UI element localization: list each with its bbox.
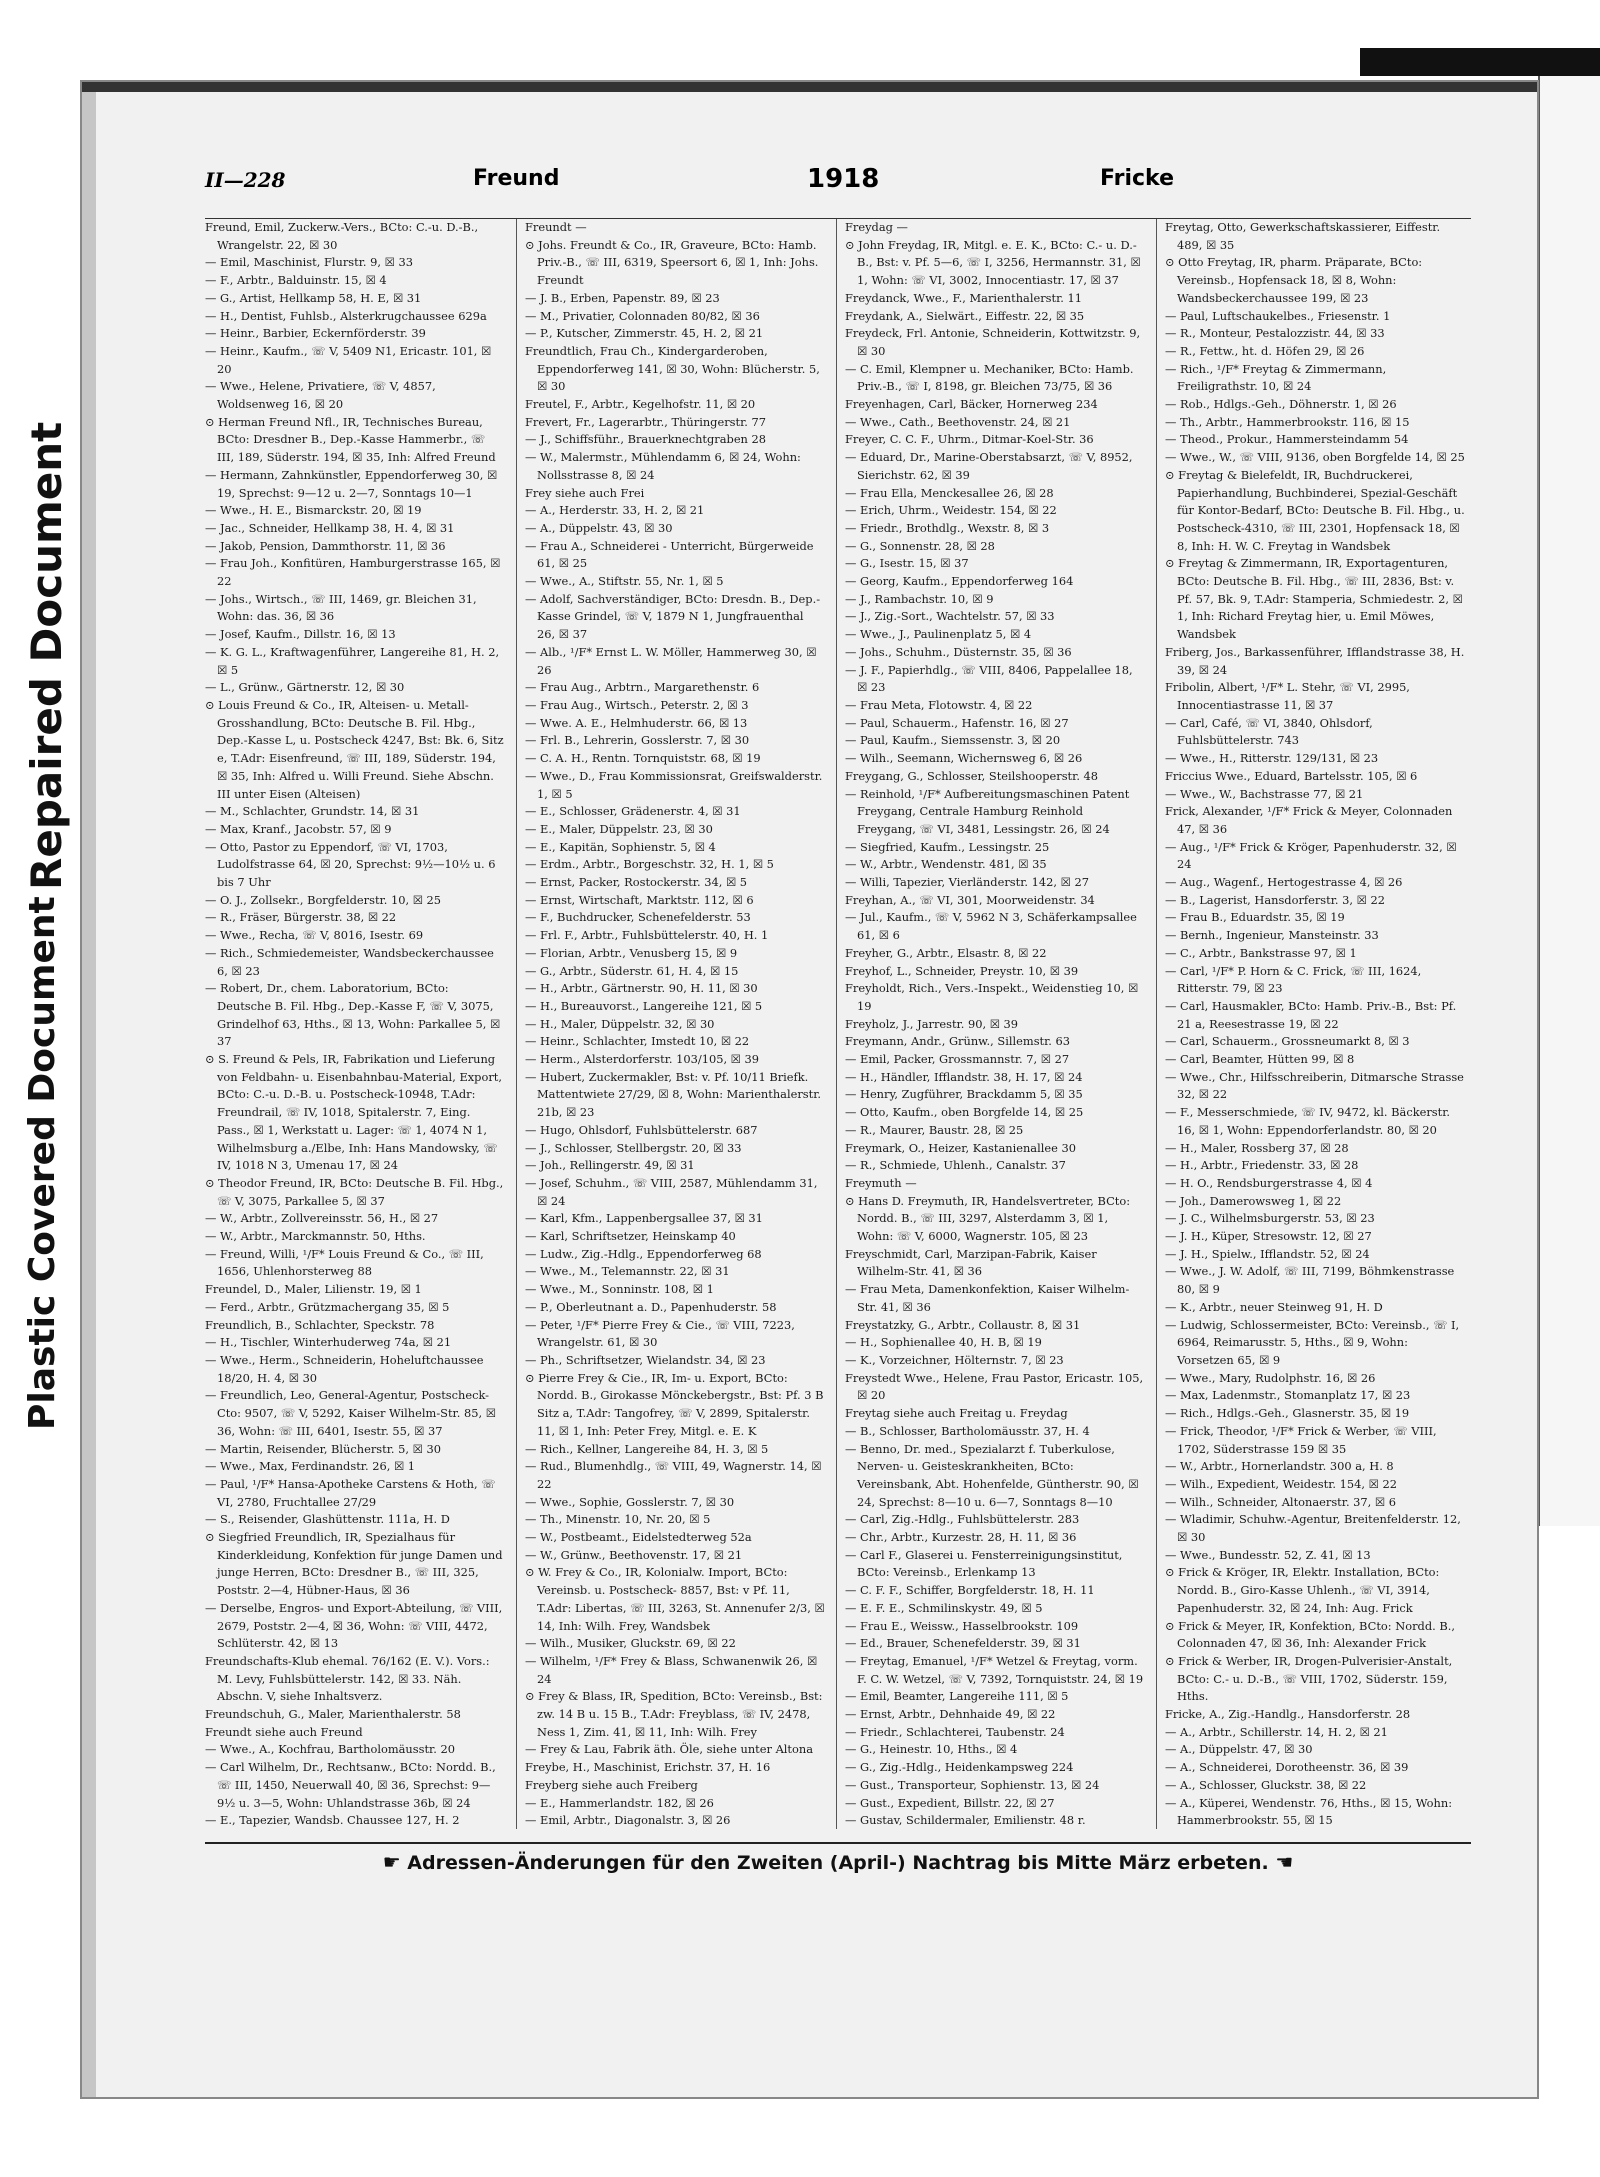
repaired-document-label: Repaired Document — [22, 421, 71, 890]
directory-entry: — Frau Ella, Menckesallee 26, ☒ 28 — [845, 485, 1054, 500]
directory-entry: — Henry, Zugführer, Brackdamm 5, ☒ 35 — [845, 1087, 1083, 1102]
directory-entry: — Th., Arbtr., Hammerbrookstr. 116, ☒ 15 — [1165, 414, 1410, 429]
directory-entry: — H., Dentist, Fuhlsb., Alsterkrugchaussee 629a — [205, 308, 487, 323]
running-header — [205, 160, 1495, 200]
directory-entry: — Willi, Tapezier, Vierländerstr. 142, ☒ 27 — [845, 875, 1089, 890]
directory-entry: — Heinr., Barbier, Eckernförderstr. 39 — [205, 326, 426, 341]
directory-entry: — Gust., Transporteur, Sophienstr. 13, ☒ 24 — [845, 1777, 1100, 1792]
directory-entry: ⊙ Hans D. Freymuth, IR, Handelsvertreter, BCto: Nordd. B., ☏ III, 3297, Alsterdamm 3, ☒ 1, Wohn: ☏ V, 6000, Wagnerstr. 105, ☒ 23 — [845, 1193, 1131, 1244]
directory-entry: ⊙ Frick & Kröger, IR, Elektr. Installation, BCto: Nordd. B., Giro-Kasse Uhlenh., ☏ VI, 3914, Papenhuderstr. 32, ☒ 24, Inh: Aug. Frick — [1165, 1565, 1440, 1615]
directory-entry: ⊙ Freytag & Zimmermann, IR, Exportagenturen, BCto: Deutsche B. Fil. Hbg., ☏ III, 2836, Bst: v. Pf. 57, Bk. 9, T.Adr: Stamperia, Schmiedestr. 2, ☒ 1, Inh: Richard Freytag hier, u. Emil Möwes, Wandsbek — [1165, 556, 1463, 642]
directory-entry: Freyberg siehe auch Freiberg — [525, 1777, 698, 1792]
directory-entry: — P., Oberleutnant a. D., Papenhuderstr. 58 — [525, 1299, 777, 1314]
column-2 — [525, 219, 825, 1829]
directory-entry: — Herm., Alsterdorferstr. 103/105, ☒ 39 — [525, 1052, 760, 1067]
directory-entry: — Wwe., Helene, Privatiere, ☏ V, 4857, Woldsenweg 16, ☒ 20 — [205, 379, 436, 412]
directory-entry: Freyschmidt, Carl, Marzipan-Fabrik, Kaiser Wilhelm-Str. 41, ☒ 36 — [845, 1246, 1097, 1279]
directory-entry: ⊙ Johs. Freundt & Co., IR, Graveure, BCto: Hamb. Priv.-B., ☏ III, 6319, Speersort 6, ☒ 1, Inh: Johs. Freundt — [525, 237, 819, 288]
directory-entry: Freundt siehe auch Freund — [205, 1724, 363, 1739]
directory-entry: — Frau Meta, Damenkonfektion, Kaiser Wilhelm-Str. 41, ☒ 36 — [845, 1282, 1130, 1314]
directory-entry: — Peter, ¹/F* Pierre Frey & Cie., ☏ VIII, 7223, Wrangelstr. 61, ☒ 30 — [525, 1317, 795, 1350]
directory-entry: Freyer, C. C. F., Uhrm., Ditmar-Koel-Str. 36 — [845, 432, 1094, 447]
directory-entry: — Frl. F., Arbtr., Fuhlsbüttelerstr. 40, H. 1 — [525, 928, 769, 943]
directory-entry: — A., Düppelstr. 43, ☒ 30 — [525, 520, 673, 535]
directory-entry: — Heinr., Schlachter, Imstedt 10, ☒ 22 — [525, 1034, 750, 1049]
footer-notice — [205, 1850, 1471, 1874]
directory-entry: — Georg, Kaufm., Eppendorferweg 164 — [845, 574, 1074, 589]
directory-entry: — J. H., Küper, Stresowstr. 12, ☒ 27 — [1165, 1229, 1372, 1244]
directory-entry: — Wwe., Chr., Hilfsschreiberin, Ditmarsche Strasse 32, ☒ 22 — [1165, 1069, 1464, 1102]
directory-entry: — Wwe., Max, Ferdinandstr. 26, ☒ 1 — [205, 1459, 416, 1474]
directory-entry: — C. Emil, Klempner u. Mechaniker, BCto: Hamb. Priv.-B., ☏ I, 8198, gr. Bleichen 73/75, ☒ 36 — [845, 361, 1134, 394]
directory-entry: — Benno, Dr. med., Spezialarzt f. Tuberkulose, Nerven- u. Geisteskrankheiten, BCto: Vereinsbank, Abt. Hohenfelde, Güntherstr. 90, ☒ 24, Sprechst: 8—10 u. 6—7, Sonntags 8—10 — [845, 1441, 1139, 1509]
directory-entry: — C. A. H., Rentn. Tornquiststr. 68, ☒ 19 — [525, 751, 761, 766]
directory-entry: — Carl F., Glaserei u. Fensterreinigungsinstitut, BCto: Vereinsb., Erlenkamp 13 — [845, 1547, 1123, 1580]
pointing-hand-left-icon: ☚ — [1275, 1850, 1294, 1874]
directory-entry: — Martin, Reisender, Blücherstr. 5, ☒ 30 — [205, 1441, 441, 1456]
directory-entry: — Wwe., Mary, Rudolphstr. 16, ☒ 26 — [1165, 1370, 1376, 1385]
directory-entry: — Erdm., Arbtr., Borgeschstr. 32, H. 1, ☒ 5 — [525, 857, 774, 872]
directory-entry: ⊙ Frick & Meyer, IR, Konfektion, BCto: Nordd. B., Colonnaden 47, ☒ 36, Inh: Alexander Frick — [1165, 1618, 1455, 1651]
directory-entry: — E. F. E., Schmilinskystr. 49, ☒ 5 — [845, 1600, 1043, 1615]
directory-entry: — Florian, Arbtr., Venusberg 15, ☒ 9 — [525, 945, 738, 960]
directory-entry: — Bernh., Ingenieur, Mansteinstr. 33 — [1165, 928, 1379, 943]
column-divider — [516, 219, 517, 1829]
directory-entry: — H., Händler, Ifflandstr. 38, H. 17, ☒ 24 — [845, 1069, 1083, 1084]
directory-entry: ⊙ Frick & Werber, IR, Drogen-Pulverisier-Anstalt, BCto: C.- u. D.-B., ☏ VIII, 1702, Süderstr. 159, Hths. — [1165, 1653, 1453, 1704]
directory-entry: Freyhan, A., ☏ VI, 301, Moorweidenstr. 34 — [845, 892, 1095, 907]
directory-entry: — Ferd., Arbtr., Grützmachergang 35, ☒ 5 — [205, 1299, 450, 1314]
page-binding-edge — [82, 82, 96, 2097]
directory-entry: — E., Tapezier, Wandsb. Chaussee 127, H. 2 — [205, 1813, 460, 1828]
directory-entry: — Max, Kranf., Jacobstr. 57, ☒ 9 — [205, 821, 392, 836]
directory-entry: — Freund, Willi, ¹/F* Louis Freund & Co., ☏ III, 1656, Uhlenhorsterweg 88 — [205, 1246, 484, 1279]
directory-entry: — Jac., Schneider, Hellkamp 38, H. 4, ☒ 31 — [205, 520, 455, 535]
directory-entry: — R., Maurer, Baustr. 28, ☒ 25 — [845, 1122, 1024, 1137]
directory-entry: — G., Sonnenstr. 28, ☒ 28 — [845, 538, 995, 553]
directory-entry: — F., Messerschmiede, ☏ IV, 9472, kl. Bäckerstr. 16, ☒ 1, Wohn: Eppendorferlandstr. 80, ☒ 20 — [1165, 1105, 1451, 1137]
directory-entry: — Paul, ¹/F* Hansa-Apotheke Carstens & Hoth, ☏ VI, 2780, Fruchtallee 27/29 — [205, 1476, 496, 1509]
directory-entry: — Wwe., Recha, ☏ V, 8016, Isestr. 69 — [205, 928, 424, 943]
directory-entry: — Emil, Arbtr., Diagonalstr. 3, ☒ 26 — [525, 1813, 731, 1828]
directory-entry: — A., Arbtr., Schillerstr. 14, H. 2, ☒ 21 — [1165, 1724, 1388, 1739]
directory-entry: Freund, Emil, Zuckerw.-Vers., BCto: C.-u. D.-B., Wrangelstr. 22, ☒ 30 — [205, 220, 479, 252]
directory-entry: — W., Arbtr., Hornerlandstr. 300 a, H. 8 — [1165, 1459, 1394, 1474]
directory-entry: — J. F., Papierhdlg., ☏ VIII, 8406, Pappelallee 18, ☒ 23 — [845, 662, 1133, 695]
directory-entry: — A., Schneiderei, Dorotheenstr. 36, ☒ 39 — [1165, 1760, 1409, 1775]
directory-entry: — Wwe., M., Sonninstr. 108, ☒ 1 — [525, 1282, 714, 1297]
directory-entry: — H., Maler, Rossberg 37, ☒ 28 — [1165, 1140, 1349, 1155]
directory-entry: — S., Reisender, Glashüttenstr. 111a, H. D — [205, 1512, 450, 1527]
directory-entry: ⊙ W. Frey & Co., IR, Kolonialw. Import, BCto: Vereinsb. u. Postscheck- 8857, Bst: v Pf. 11, T.Adr: Libertas, ☏ III, 3263, St. Annenufer 2/3, ☒ 14, Inh: Wilh. Frey, Wandsbek — [525, 1565, 825, 1633]
directory-entry: — E., Hammerlandstr. 182, ☒ 26 — [525, 1795, 714, 1810]
directory-entry: — Wwe., Herm., Schneiderin, Hoheluftchaussee 18/20, H. 4, ☒ 30 — [205, 1353, 484, 1385]
directory-entry: — Hermann, Zahnkünstler, Eppendorferweg 30, ☒ 19, Sprechst: 9—12 u. 2—7, Sonntags 10—1 — [205, 467, 498, 500]
directory-entry: — Wwe., J., Paulinenplatz 5, ☒ 4 — [845, 627, 1032, 642]
directory-entry: — Gustav, Schildermaler, Emilienstr. 48 r. — [845, 1813, 1086, 1828]
directory-entry: — M., Schlachter, Grundstr. 14, ☒ 31 — [205, 804, 420, 819]
directory-entry: — J. C., Wilhelmsburgerstr. 53, ☒ 23 — [1165, 1211, 1375, 1226]
directory-entry: — R., Fettw., ht. d. Höfen 29, ☒ 26 — [1165, 343, 1365, 358]
directory-entry: — Rud., Blumenhdlg., ☏ VIII, 49, Wagnerstr. 14, ☒ 22 — [525, 1459, 822, 1491]
directory-entry: Freyhof, L., Schneider, Preystr. 10, ☒ 39 — [845, 963, 1079, 978]
directory-entry: — K., Vorzeichner, Hölternstr. 7, ☒ 23 — [845, 1353, 1064, 1367]
page-top-edge — [82, 82, 1537, 92]
directory-entry: Freystedt Wwe., Helene, Frau Pastor, Ericastr. 105, ☒ 20 — [845, 1370, 1144, 1403]
directory-entry: — C. F. F., Schiffer, Borgfelderstr. 18, H. 11 — [845, 1583, 1095, 1598]
directory-entry: — Karl, Kfm., Lappenbergsallee 37, ☒ 31 — [525, 1211, 763, 1226]
directory-entry: — G., Zig.-Hdlg., Heidenkampsweg 224 — [845, 1760, 1074, 1775]
directory-entry: — Friedr., Schlachterei, Taubenstr. 24 — [845, 1724, 1065, 1739]
directory-entry: — G., Isestr. 15, ☒ 37 — [845, 556, 969, 571]
directory-entry: ⊙ Freytag & Bielefeldt, IR, Buchdruckerei, Papierhandlung, Buchbinderei, Spezial-Geschäft für Kontor-Bedarf, BCto: Deutsche B. Fil. Hbg., u. Postscheck-4310, ☏ III, 2301, Hopfensack 18, ☒ 8, Inh: H. W. C. Freytag in Wandsbek — [1165, 467, 1465, 553]
directory-entry: — Wwe., D., Frau Kommissionsrat, Greifswalderstr. 1, ☒ 5 — [525, 768, 823, 801]
directory-entry: — G., Artist, Hellkamp 58, H. E, ☒ 31 — [205, 290, 422, 305]
directory-entry: — Frau B., Eduardstr. 35, ☒ 19 — [1165, 910, 1345, 925]
directory-entry: — A., Schlosser, Gluckstr. 38, ☒ 22 — [1165, 1777, 1367, 1792]
directory-entry: — Robert, Dr., chem. Laboratorium, BCto: Deutsche B. Fil. Hbg., Dep.-Kasse F, ☏ V, 3075, Grindelhof 63, Hths., ☒ 13, Wohn: Parkallee 5, ☒ 37 — [205, 981, 501, 1049]
directory-entry: — Theod., Prokur., Hammersteindamm 54 — [1165, 432, 1409, 447]
directory-entry: — Wilhelm, ¹/F* Frey & Blass, Schwanenwik 26, ☒ 24 — [525, 1653, 818, 1686]
directory-entry: — K., Arbtr., neuer Steinweg 91, H. D — [1165, 1299, 1383, 1314]
directory-entry: — H., Arbtr., Gärtnerstr. 90, H. 11, ☒ 30 — [525, 981, 758, 996]
directory-entry: ⊙ Theodor Freund, IR, BCto: Deutsche B. Fil. Hbg., ☏ V, 3075, Parkallee 5, ☒ 37 — [205, 1175, 504, 1208]
directory-entry: — Friedr., Brothdlg., Wexstr. 8, ☒ 3 — [845, 520, 1050, 535]
directory-entry: — B., Lagerist, Hansdorferstr. 3, ☒ 22 — [1165, 892, 1385, 907]
directory-entry: — J., Schiffsführ., Brauerknechtgraben 28 — [525, 432, 767, 447]
directory-entry: Frick, Alexander, ¹/F* Frick & Meyer, Colonnaden 47, ☒ 36 — [1165, 804, 1453, 836]
directory-entry: — Paul, Luftschaukelbes., Friesenstr. 1 — [1165, 308, 1391, 323]
directory-entry: — H., Sophienallee 40, H. B, ☒ 19 — [845, 1335, 1042, 1350]
directory-entry: Freymark, O., Heizer, Kastanienallee 30 — [845, 1140, 1076, 1155]
directory-entry: ⊙ Pierre Frey & Cie., IR, Im- u. Export, BCto: Nordd. B., Girokasse Mönckebergstr., Bst: Pf. 3 B Sitz a, T.Adr: Tangofrey, ☏ V, 2899, Spitalerstr. 11, ☒ 1, Inh: Peter Frey, Mitgl. e. E. K — [525, 1370, 824, 1438]
directory-entry: Freydag — — [845, 220, 908, 234]
directory-entry: — R., Fräser, Bürgerstr. 38, ☒ 22 — [205, 910, 397, 925]
directory-entry: — Erich, Uhrm., Weidestr. 154, ☒ 22 — [845, 503, 1057, 518]
directory-entry: — Alb., ¹/F* Ernst L. W. Möller, Hammerweg 30, ☒ 26 — [525, 644, 817, 677]
directory-entry: Freymann, Andr., Grünw., Sillemstr. 63 — [845, 1034, 1071, 1049]
directory-entry: — Frl. B., Lehrerin, Gosslerstr. 7, ☒ 30 — [525, 733, 750, 748]
directory-entry: — J. B., Erben, Papenstr. 89, ☒ 23 — [525, 290, 720, 305]
directory-entry: — Frau Joh., Konfitüren, Hamburgerstrasse 165, ☒ 22 — [205, 556, 501, 589]
directory-entry: — W., Postbeamt., Eidelstedterweg 52a — [525, 1530, 752, 1545]
directory-entry: Freydanck, Wwe., F., Marienthalerstr. 11 — [845, 290, 1083, 305]
directory-entry: — Carl, ¹/F* P. Horn & C. Frick, ☏ III, 1624, Ritterstr. 79, ☒ 23 — [1165, 963, 1422, 996]
directory-entry: — Max, Ladenmstr., Stomanplatz 17, ☒ 23 — [1165, 1388, 1411, 1403]
directory-columns — [205, 218, 1471, 1839]
directory-entry: — A., Herderstr. 33, H. 2, ☒ 21 — [525, 503, 705, 518]
directory-entry: Frey siehe auch Frei — [525, 485, 645, 500]
directory-entry: — C., Arbtr., Bankstrasse 97, ☒ 1 — [1165, 945, 1357, 960]
directory-entry: — Frau E., Weissw., Hasselbrookstr. 109 — [845, 1618, 1079, 1633]
directory-entry: — Paul, Schauerm., Hafenstr. 16, ☒ 27 — [845, 715, 1069, 730]
directory-entry: — Otto, Kaufm., oben Borgfelde 14, ☒ 25 — [845, 1105, 1084, 1120]
directory-entry: — Wwe., W., Bachstrasse 77, ☒ 21 — [1165, 786, 1364, 801]
directory-entry: Friccius Wwe., Eduard, Bartelsstr. 105, ☒ 6 — [1165, 768, 1418, 783]
directory-entry: — Ed., Brauer, Schenefelderstr. 39, ☒ 31 — [845, 1636, 1081, 1651]
directory-entry: — A., Küperei, Wendenstr. 76, Hths., ☒ 15, Wohn: Hammerbrookstr. 55, ☒ 15 — [1165, 1795, 1453, 1828]
directory-entry: ⊙ Herman Freund Nfl., IR, Technisches Bureau, BCto: Dresdner B., Dep.-Kasse Hammerbr., ☏ III, 189, Süderstr. 194, ☒ 35, Inh: Alfred Freund — [205, 414, 496, 465]
directory-entry: — E., Maler, Düppelstr. 23, ☒ 30 — [525, 821, 713, 836]
directory-entry: Fricke, A., Zig.-Handlg., Hansdorferstr. 28 — [1165, 1707, 1411, 1722]
header-year: 1918 — [807, 164, 880, 194]
directory-entry: — Ernst, Arbtr., Dehnhaide 49, ☒ 22 — [845, 1707, 1056, 1722]
directory-entry: — Rob., Hdlgs.-Geh., Döhnerstr. 1, ☒ 26 — [1165, 397, 1397, 412]
directory-entry: — R., Schmiede, Uhlenh., Canalstr. 37 — [845, 1158, 1066, 1173]
next-page-edge — [1538, 76, 1600, 1526]
directory-entry: Freundschuh, G., Maler, Marienthalerstr. 58 — [205, 1707, 461, 1722]
directory-entry: — Josef, Schuhm., ☏ VIII, 2587, Mühlendamm 31, ☒ 24 — [525, 1175, 818, 1208]
directory-entry: — Aug., Wagenf., Hertogestrasse 4, ☒ 26 — [1165, 875, 1403, 890]
directory-entry: — Frau A., Schneiderei - Unterricht, Bürgerweide 61, ☒ 25 — [525, 538, 814, 571]
directory-entry: — Freundlich, Leo, General-Agentur, Postscheck-Cto: 9507, ☏ V, 5292, Kaiser Wilhelm-Str. 85, ☒ 36, Wohn: ☏ III, 6401, Isestr. 55, ☒ 37 — [205, 1388, 496, 1438]
column-divider — [1156, 219, 1157, 1829]
directory-entry: — Josef, Kaufm., Dillstr. 16, ☒ 13 — [205, 627, 396, 642]
pointing-hand-right-icon: ☛ — [382, 1850, 401, 1874]
directory-entry: Freytag siehe auch Freitag u. Freydag — [845, 1406, 1068, 1421]
directory-entry: — Gust., Expedient, Billstr. 22, ☒ 27 — [845, 1795, 1055, 1810]
directory-entry: — Carl Wilhelm, Dr., Rechtsanw., BCto: Nordd. B., ☏ III, 1450, Neuerwall 40, ☒ 36, Sprechst: 9—9½ u. 3—5, Wohn: Uhlandstrasse 36b, ☒ 24 — [205, 1760, 496, 1810]
directory-entry: — Wwe., A., Stiftstr. 55, Nr. 1, ☒ 5 — [525, 574, 724, 589]
directory-entry: — Freytag, Emanuel, ¹/F* Wetzel & Freytag, vorm. F. C. W. Wetzel, ☏ V, 7392, Tornquiststr. 24, ☒ 19 — [845, 1653, 1144, 1686]
directory-entry: — Chr., Arbtr., Kurzestr. 28, H. 11, ☒ 36 — [845, 1530, 1077, 1545]
directory-entry: — Frey & Lau, Fabrik äth. Öle, siehe unter Altona — [525, 1742, 813, 1757]
directory-entry: ⊙ John Freydag, IR, Mitgl. e. E. K., BCto: C.- u. D.-B., Bst: v. Pf. 5—6, ☏ I, 3256, Hermannstr. 31, ☒ 1, Wohn: ☏ VI, 3002, Innocentiastr. 17, ☒ 37 — [845, 237, 1141, 288]
directory-entry: — J., Zig.-Sort., Wachtelstr. 57, ☒ 33 — [845, 609, 1055, 624]
directory-entry: — Adolf, Sachverständiger, BCto: Dresdn. B., Dep.-Kasse Grindel, ☏ V, 1879 N 1, Jungfrauenthal 26, ☒ 37 — [525, 591, 821, 642]
directory-entry: — Wwe., W., ☏ VIII, 9136, oben Borgfelde 14, ☒ 25 — [1165, 450, 1465, 465]
directory-entry: — W., Arbtr., Marckmannstr. 50, Hths. — [205, 1229, 426, 1244]
directory-entry: — Wwe., Sophie, Gosslerstr. 7, ☒ 30 — [525, 1494, 735, 1509]
directory-entry: — Rich., ¹/F* Freytag & Zimmermann, Freiligrathstr. 10, ☒ 24 — [1165, 361, 1387, 394]
scan-corner-shadow — [1360, 48, 1600, 76]
directory-entry: — G., Heinestr. 10, Hths., ☒ 4 — [845, 1742, 1018, 1757]
directory-entry: — Rich., Schmiedemeister, Wandsbeckerchaussee 6, ☒ 23 — [205, 945, 494, 978]
directory-entry: — Wilh., Schneider, Altonaerstr. 37, ☒ 6 — [1165, 1494, 1396, 1509]
directory-entry: — Wwe., A., Kochfrau, Bartholomäusstr. 20 — [205, 1742, 455, 1757]
directory-entry: — R., Monteur, Pestalozzistr. 44, ☒ 33 — [1165, 326, 1385, 341]
directory-entry: — Ph., Schriftsetzer, Wielandstr. 34, ☒ 23 — [525, 1353, 766, 1367]
header-last-word: Fricke — [1100, 166, 1175, 191]
directory-entry: — Reinhold, ¹/F* Aufbereitungsmaschinen Patent Freygang, Centrale Hamburg Reinhold Freygang, ☏ VI, 3481, Lessingstr. 26, ☒ 24 — [845, 786, 1130, 836]
directory-entry: — Eduard, Dr., Marine-Oberstabsarzt, ☏ V, 8952, Sierichstr. 62, ☒ 39 — [845, 450, 1133, 482]
directory-entry: — E., Kapitän, Sophienstr. 5, ☒ 4 — [525, 839, 716, 854]
column-divider — [836, 219, 837, 1829]
directory-entry: — Johs., Wirtsch., ☏ III, 1469, gr. Bleichen 31, Wohn: das. 36, ☒ 36 — [205, 591, 477, 624]
directory-entry: — Rich., Hdlgs.-Geh., Glasnerstr. 35, ☒ 19 — [1165, 1406, 1410, 1421]
directory-entry: — Frau Aug., Arbtrn., Margarethenstr. 6 — [525, 680, 760, 695]
directory-entry: — Ernst, Packer, Rostockerstr. 34, ☒ 5 — [525, 875, 748, 890]
directory-entry: — W., Arbtr., Wendenstr. 481, ☒ 35 — [845, 857, 1047, 872]
directory-entry: — J., Schlosser, Stellbergstr. 20, ☒ 33 — [525, 1140, 742, 1155]
directory-entry: — Wilh., Seemann, Wichernsweg 6, ☒ 26 — [845, 751, 1083, 766]
directory-entry: — Karl, Schriftsetzer, Heinskamp 40 — [525, 1229, 736, 1244]
directory-entry: Freutel, F., Arbtr., Kegelhofstr. 11, ☒ 20 — [525, 397, 756, 412]
directory-entry: — W., Malermstr., Mühlendamm 6, ☒ 24, Wohn: Nollsstrasse 8, ☒ 24 — [525, 450, 801, 482]
directory-entry: Freyholz, J., Jarrestr. 90, ☒ 39 — [845, 1016, 1019, 1031]
directory-entry: — H., Maler, Düppelstr. 32, ☒ 30 — [525, 1016, 715, 1031]
column-3 — [845, 219, 1145, 1829]
directory-entry: — G., Arbtr., Süderstr. 61, H. 4, ☒ 15 — [525, 963, 739, 978]
directory-entry: Freydank, A., Sielwärt., Eiffestr. 22, ☒ 35 — [845, 308, 1085, 323]
footer-text: Adressen-Änderungen für den Zweiten (April-) Nachtrag bis Mitte März erbeten. — [407, 1852, 1269, 1874]
directory-entry: — Joh., Rellingerstr. 49, ☒ 31 — [525, 1158, 695, 1173]
directory-entry: — Frau Aug., Wirtsch., Peterstr. 2, ☒ 3 — [525, 697, 749, 712]
directory-entry: — Wilh., Musiker, Gluckstr. 69, ☒ 22 — [525, 1636, 736, 1651]
directory-entry: — Otto, Pastor zu Eppendorf, ☏ VI, 1703, Ludolfstrasse 64, ☒ 20, Sprechst: 9½—10½ u. 6 bis 7 Uhr — [205, 839, 496, 890]
directory-entry: — Wladimir, Schuhw.-Agentur, Breitenfelderstr. 12, ☒ 30 — [1165, 1512, 1461, 1545]
directory-entry: Fribolin, Albert, ¹/F* L. Stehr, ☏ VI, 2995, Innocentiastrasse 11, ☒ 37 — [1165, 680, 1410, 712]
directory-entry: — Wwe., Bundesstr. 52, Z. 41, ☒ 13 — [1165, 1547, 1371, 1562]
directory-entry: — Wwe., J. W. Adolf, ☏ III, 7199, Böhmkenstrasse 80, ☒ 9 — [1165, 1264, 1455, 1297]
directory-entry: — Frick, Theodor, ¹/F* Frick & Werber, ☏ VIII, 1702, Süderstrasse 159 ☒ 35 — [1165, 1423, 1437, 1456]
directory-entry: Frevert, Fr., Lagerarbtr., Thüringerstr. 77 — [525, 414, 767, 429]
header-first-word: Freund — [473, 166, 560, 191]
directory-entry: — O. J., Zollsekr., Borgfelderstr. 10, ☒ 25 — [205, 892, 442, 907]
directory-entry: — Hubert, Zuckermakler, Bst: v. Pf. 10/11 Briefk. Mattentwiete 27/29, ☒ 8, Wohn: Marienthalerstr. 21b, ☒ 23 — [525, 1069, 822, 1120]
directory-entry: — Joh., Damerowsweg 1, ☒ 22 — [1165, 1193, 1342, 1208]
directory-entry: — Ernst, Wirtschaft, Marktstr. 112, ☒ 6 — [525, 892, 754, 907]
directory-entry: — A., Düppelstr. 47, ☒ 30 — [1165, 1742, 1313, 1757]
directory-entry: — Carl, Schauerm., Grossneumarkt 8, ☒ 3 — [1165, 1034, 1410, 1049]
directory-entry: — B., Schlosser, Bartholomäusstr. 37, H. 4 — [845, 1423, 1090, 1438]
directory-entry: — K. G. L., Kraftwagenführer, Langereihe 81, H. 2, ☒ 5 — [205, 644, 500, 677]
directory-entry: — M., Privatier, Colonnaden 80/82, ☒ 36 — [525, 308, 760, 323]
page-number: II—228 — [205, 168, 286, 192]
directory-entry: Freundtlich, Frau Ch., Kindergarderoben, Eppendorferweg 141, ☒ 30, Wohn: Blücherstr. 5, ☒ 30 — [525, 343, 820, 394]
directory-entry: Freydeck, Frl. Antonie, Schneiderin, Kottwitzstr. 9, ☒ 30 — [845, 326, 1141, 358]
directory-entry: — Ludw., Zig.-Hdlg., Eppendorferweg 68 — [525, 1246, 762, 1261]
directory-entry: — F., Arbtr., Balduinstr. 15, ☒ 4 — [205, 273, 387, 288]
directory-entry: — Emil, Packer, Grossmannstr. 7, ☒ 27 — [845, 1052, 1070, 1067]
directory-entry: Freundschafts-Klub ehemal. 76/162 (E. V.). Vors.: M. Levy, Fuhlsbüttelerstr. 142, ☒ 33. Näh. Abschn. V, siehe Inhaltsverz. — [205, 1653, 490, 1704]
directory-entry: Freybe, H., Maschinist, Erichstr. 37, H. 16 — [525, 1760, 771, 1775]
directory-entry: — P., Kutscher, Zimmerstr. 45, H. 2, ☒ 21 — [525, 326, 764, 341]
directory-entry: — H. O., Rendsburgerstrasse 4, ☒ 4 — [1165, 1175, 1373, 1190]
directory-entry: — Wwe., M., Telemannstr. 22, ☒ 31 — [525, 1264, 730, 1279]
directory-entry: ⊙ S. Freund & Pels, IR, Fabrikation und Lieferung von Feldbahn- u. Eisenbahnbau-Material, Export, BCto: C.-u. D.-B. u. Postscheck-10948, T.Adr: Freundrail, ☏ IV, 1018, Spitalerstr. 7, Eing. Pass., ☒ 1, Werkstatt u. Lager: ☏ 1, 4074 N 1, Wilhelmsburg a./Elbe, Inh: Hans Mandowsky, ☏ IV, 1018 N 3, Umenau 17, ☒ 24 — [205, 1052, 502, 1173]
plastic-covered-label: Plastic Covered Document — [22, 896, 63, 1430]
directory-entry: — Wilh., Expedient, Weidestr. 154, ☒ 22 — [1165, 1476, 1397, 1491]
directory-entry: — Frau Meta, Flotowstr. 4, ☒ 22 — [845, 697, 1033, 712]
directory-entry: — Carl, Zig.-Hdlg., Fuhlsbüttelerstr. 283 — [845, 1512, 1080, 1527]
directory-entry: Freundel, D., Maler, Lilienstr. 19, ☒ 1 — [205, 1282, 422, 1297]
directory-entry: — Ludwig, Schlossermeister, BCto: Vereinsb., ☏ I, 6964, Reimarusstr. 5, Hths., ☒ 9, Wohn: Vorsetzen 65, ☒ 9 — [1165, 1317, 1460, 1367]
directory-entry: — H., Arbtr., Friedenstr. 33, ☒ 28 — [1165, 1158, 1359, 1173]
directory-entry: Friberg, Jos., Barkassenführer, Ifflandstrasse 38, H. 39, ☒ 24 — [1165, 644, 1465, 677]
directory-entry: — Heinr., Kaufm., ☏ V, 5409 N1, Ericastr. 101, ☒ 20 — [205, 343, 492, 376]
directory-entry: — Carl, Café, ☏ VI, 3840, Ohlsdorf, Fuhlsbüttelerstr. 743 — [1165, 715, 1373, 748]
directory-entry: — W., Arbtr., Zollvereinsstr. 56, H., ☒ 27 — [205, 1211, 439, 1226]
directory-page — [205, 160, 1495, 2080]
directory-entry: — Hugo, Ohlsdorf, Fuhlsbüttelerstr. 687 — [525, 1122, 758, 1137]
directory-entry: — Th., Minenstr. 10, Nr. 20, ☒ 5 — [525, 1512, 711, 1527]
directory-entry: — E., Schlosser, Grädenerstr. 4, ☒ 31 — [525, 804, 741, 819]
directory-entry: — Carl, Beamter, Hütten 99, ☒ 8 — [1165, 1052, 1355, 1067]
directory-entry: — Siegfried, Kaufm., Lessingstr. 25 — [845, 839, 1050, 854]
directory-entry: — Wwe., Cath., Beethovenstr. 24, ☒ 21 — [845, 414, 1071, 429]
directory-entry: — Paul, Kaufm., Siemssenstr. 3, ☒ 20 — [845, 733, 1061, 748]
directory-entry: Freundt — — [525, 220, 587, 234]
directory-entry: — Emil, Maschinist, Flurstr. 9, ☒ 33 — [205, 255, 413, 270]
directory-entry: ⊙ Frey & Blass, IR, Spedition, BCto: Vereinsb., Bst: zw. 14 B u. 15 B., T.Adr: Freyblass, ☏ IV, 2478, Ness 1, Zim. 41, ☒ 11, Inh: Wilh. Frey — [525, 1689, 823, 1739]
directory-entry: — L., Grünw., Gärtnerstr. 12, ☒ 30 — [205, 680, 405, 695]
directory-entry: — Emil, Beamter, Langereihe 111, ☒ 5 — [845, 1689, 1069, 1704]
directory-entry: ⊙ Siegfried Freundlich, IR, Spezialhaus für Kinderkleidung, Konfektion für junge Damen und junge Herren, BCto: Dresdner B., ☏ III, 325, Poststr. 2—4, Hübner-Haus, ☒ 36 — [205, 1530, 503, 1598]
directory-entry: — Derselbe, Engros- und Export-Abteilung, ☏ VIII, 2679, Poststr. 2—4, ☒ 36, Wohn: ☏ VIII, 4472, Schlüterstr. 42, ☒ 13 — [205, 1600, 503, 1651]
side-label — [22, 190, 82, 1430]
directory-entry: — J., Rambachstr. 10, ☒ 9 — [845, 591, 994, 606]
directory-entry: Freundlich, B., Schlachter, Speckstr. 78 — [205, 1317, 435, 1332]
directory-entry: — Aug., ¹/F* Frick & Kröger, Papenhuderstr. 32, ☒ 24 — [1165, 839, 1457, 872]
column-4 — [1165, 219, 1465, 1829]
directory-entry: — Wwe., H. E., Bismarckstr. 20, ☒ 19 — [205, 503, 422, 518]
directory-entry: — Carl, Hausmakler, BCto: Hamb. Priv.-B., Bst: Pf. 21 a, Reesestrasse 19, ☒ 22 — [1165, 998, 1457, 1031]
directory-entry: Freymuth — — [845, 1175, 917, 1190]
directory-entry: Freystatzky, G., Arbtr., Collaustr. 8, ☒ 31 — [845, 1317, 1081, 1332]
directory-entry: — H., Bureauvorst., Langereihe 121, ☒ 5 — [525, 998, 763, 1013]
directory-entry: Freyenhagen, Carl, Bäcker, Hornerweg 234 — [845, 397, 1098, 412]
column-1 — [205, 219, 505, 1829]
directory-entry: — W., Grünw., Beethovenstr. 17, ☒ 21 — [525, 1547, 743, 1562]
directory-entry: — Jakob, Pension, Dammthorstr. 11, ☒ 36 — [205, 538, 446, 553]
directory-entry: — Wwe. A. E., Helmhuderstr. 66, ☒ 13 — [525, 715, 748, 730]
footer-rule — [205, 1842, 1471, 1844]
directory-entry: — Wwe., H., Ritterstr. 129/131, ☒ 23 — [1165, 751, 1379, 766]
directory-entry: — J. H., Spielw., Ifflandstr. 52, ☒ 24 — [1165, 1246, 1370, 1261]
directory-entry: Freyholdt, Rich., Vers.-Inspekt., Weidenstieg 10, ☒ 19 — [845, 981, 1139, 1013]
directory-entry: — Jul., Kaufm., ☏ V, 5962 N 3, Schäferkampsallee 61, ☒ 6 — [845, 910, 1137, 943]
directory-entry: Freyher, G., Arbtr., Elsastr. 8, ☒ 22 — [845, 945, 1047, 960]
directory-entry: — Rich., Kellner, Langereihe 84, H. 3, ☒ 5 — [525, 1441, 769, 1456]
directory-entry: — Johs., Schuhm., Düsternstr. 35, ☒ 36 — [845, 644, 1072, 659]
directory-entry: ⊙ Louis Freund & Co., IR, Alteisen- u. Metall-Grosshandlung, BCto: Deutsche B. Fil. Hbg., Dep.-Kasse L, u. Postscheck 4247, Bst: Bk. 6, Sitz e, T.Adr: Eisenfreund, ☏ III, 189, Süderstr. 194, ☒ 35, Inh: Alfred u. Willi Freund. Siehe Abschn. III unter Eisen (Alteisen) — [205, 697, 504, 801]
directory-entry: — F., Buchdrucker, Schenefelderstr. 53 — [525, 910, 751, 925]
directory-entry: — H., Tischler, Winterhuderweg 74a, ☒ 21 — [205, 1335, 452, 1350]
directory-entry: Freytag, Otto, Gewerkschaftskassierer, Eiffestr. 489, ☒ 35 — [1165, 220, 1441, 252]
directory-entry: Freygang, G., Schlosser, Steilshooperstr. 48 — [845, 768, 1099, 783]
directory-entry: ⊙ Otto Freytag, IR, pharm. Präparate, BCto: Vereinsb., Hopfensack 18, ☒ 8, Wohn: Wandsbeckerchaussee 199, ☒ 23 — [1165, 255, 1423, 305]
